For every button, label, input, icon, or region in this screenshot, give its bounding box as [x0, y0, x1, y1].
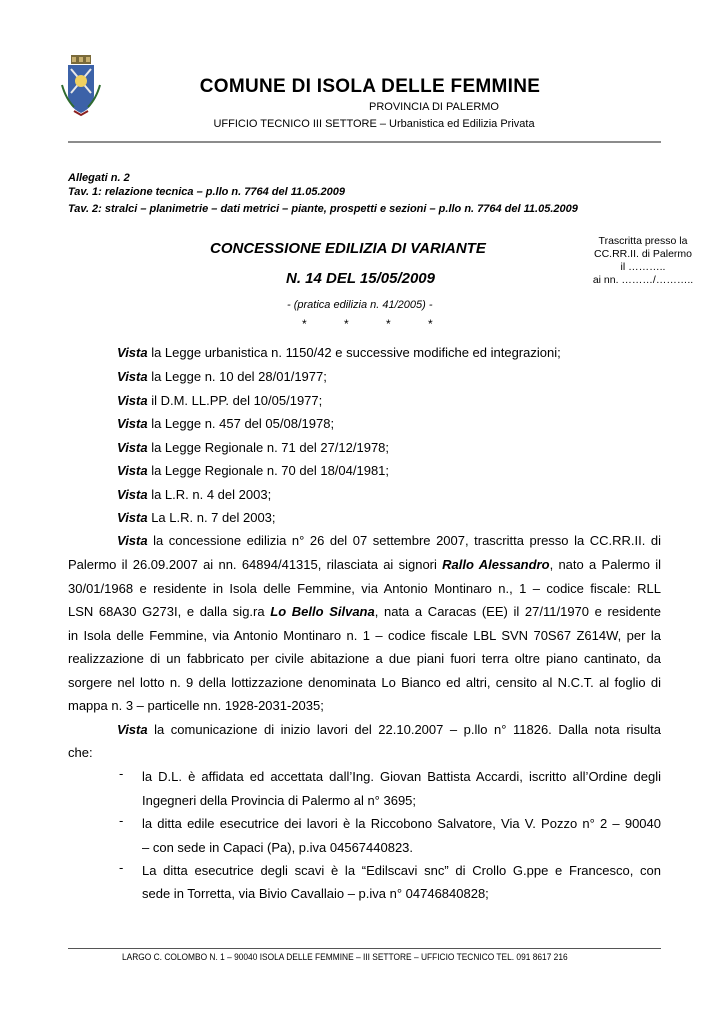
vista-item: Vista la Legge Regionale n. 71 del 27/12/1978; [117, 440, 390, 455]
para1-line: 30/01/1968 e residente in Isola delle Femmine, via Antonio Montinaro n., 1 – codice fiscale: RLL [68, 581, 661, 596]
vista-item: Vista la Legge n. 10 del 28/01/1977; [117, 369, 327, 384]
vista-item: Vista la Legge Regionale n. 70 del 18/04/1981; [117, 463, 390, 478]
transcription-line: il ……….. [620, 261, 666, 273]
applicant-name: Rallo Alessandro [442, 557, 550, 572]
para1-line: LSN 68A30 G273I, e dalla sig.ra Lo Bello Silvana, nata a Caracas (EE) il 27/11/1970 e residente [68, 604, 662, 619]
bullet-line: Ingegneri della Provincia di Palermo al n° 3695; [142, 793, 417, 808]
attachment-tav-2: Tav. 2: stralci – planimetrie – dati metrici – piante, prospetti e sezioni – p.llo n. 7764 del 11.05.2009 [68, 203, 578, 215]
vista-item: Vista la L.R. n. 4 del 2003; [117, 487, 272, 502]
bullet-line: la ditta edile esecutrice dei lavori è la Riccobono Salvatore, Via V. Pozzo n° 2 – 90040 [142, 816, 661, 831]
header-divider [68, 141, 661, 143]
transcription-line: ai nn. ………/……….. [592, 274, 694, 286]
bullet-dash: - [119, 813, 124, 828]
transcription-line: Trascritta presso la [598, 235, 688, 247]
attachment-tav-1: Tav. 1: relazione tecnica – p.llo n. 7764 del 11.05.2009 [68, 186, 345, 198]
star: * [344, 317, 349, 331]
vista-item: Vista La L.R. n. 7 del 2003; [117, 510, 276, 525]
bullet-dash: - [119, 766, 124, 781]
province-subtitle: PROVINCIA DI PALERMO [369, 101, 499, 113]
transcription-line: CC.RR.II. di Palermo [593, 248, 693, 260]
vista-item: Vista la Legge n. 457 del 05/08/1978; [117, 416, 335, 431]
para1-line: sorgere nel lotto n. 9 della lottizzazione denominata Lo Bianco ed altri, censito al N.C.T. al foglio di [68, 675, 661, 690]
attachments-heading: Allegati n. 2 [68, 172, 130, 184]
star: * [302, 317, 307, 331]
para2-line: che: [68, 745, 93, 760]
vista-item: Vista la Legge urbanistica n. 1150/42 e successive modifiche ed integrazioni; [117, 345, 561, 360]
bullet-dash: - [119, 860, 124, 875]
vista-item: Vista il D.M. LL.PP. del 10/05/1977; [117, 393, 323, 408]
star: * [386, 317, 391, 331]
separator-stars [302, 317, 470, 331]
office-subtitle: UFFICIO TECNICO III SETTORE – Urbanistica ed Edilizia Privata [213, 118, 535, 130]
bullet-line: – con sede in Capaci (Pa), p.iva 04567440823. [142, 840, 414, 855]
para2-line: Vista la comunicazione di inizio lavori del 22.10.2007 – p.llo n° 11826. Dalla nota risulta [117, 722, 661, 737]
pratica-reference: - (pratica edilizia n. 41/2005) - [287, 299, 433, 311]
footer-address: LARGO C. COLOMBO N. 1 – 90040 ISOLA DELLE FEMMINE – III SETTORE – UFFICIO TECNICO TEL. 091 8617 216 [122, 952, 568, 962]
para1-line: mappa n. 3 – particelle nn. 1928-2031-2035; [68, 698, 324, 713]
concession-title: CONCESSIONE EDILIZIA DI VARIANTE [210, 240, 486, 257]
municipality-title: COMUNE DI ISOLA DELLE FEMMINE [199, 76, 541, 97]
para1-line: realizzazione di un fabbricato per civile abitazione a due piani fuori terra oltre piano cantinato, da [68, 651, 661, 666]
para1-line: Vista la concessione edilizia n° 26 del 07 settembre 2007, trascritta presso la CC.RR.II. di [117, 533, 661, 548]
para1-line: Palermo il 26.09.2007 ai nn. 64894/41315, rilasciata ai signori Rallo Alessandro, nato a Palermo il [68, 557, 661, 572]
para1-line: in Isola delle Femmine, via Antonio Montinaro n. 1 – codice fiscale LBL SVN 70S67 Z614W, per la [68, 628, 661, 643]
footer-divider [68, 948, 661, 949]
star: * [428, 317, 433, 331]
bullet-line: la D.L. è affidata ed accettata dall’Ing. Giovan Battista Accardi, iscritto all’Ordine degli [142, 769, 661, 784]
transcription-box [583, 235, 703, 287]
concession-number: N. 14 DEL 15/05/2009 [286, 270, 435, 287]
bullet-line: sede in Torretta, via Bivio Cavallaio – p.iva n° 04746840828; [142, 886, 489, 901]
bullet-line: La ditta esecutrice degli scavi è la “Edilscavi snc” di Crollo G.ppe e Francesco, con [142, 863, 661, 878]
applicant-name: Lo Bello Silvana [270, 604, 375, 619]
